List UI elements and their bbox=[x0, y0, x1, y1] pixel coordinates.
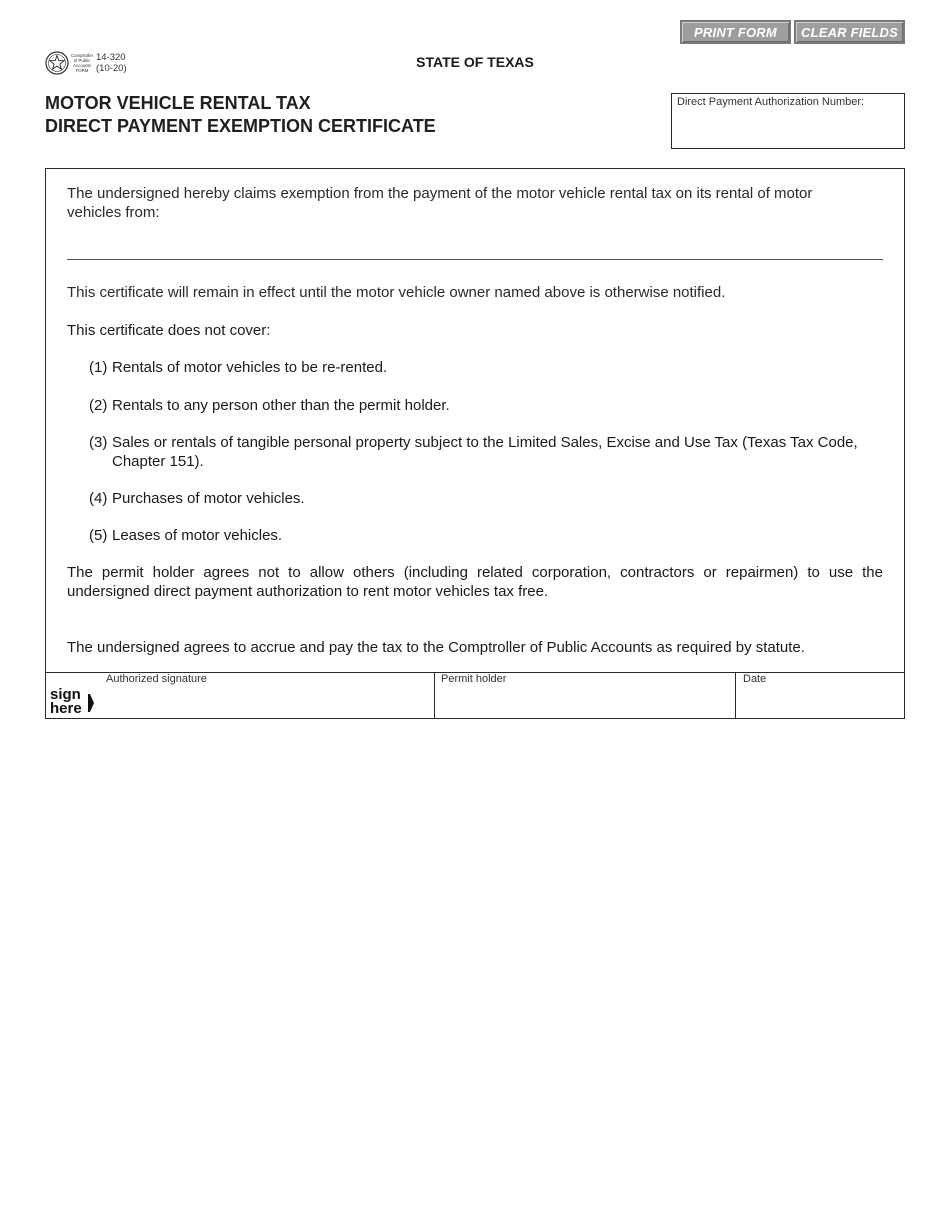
not-cover-heading: This certificate does not cover: bbox=[67, 322, 271, 339]
exclusion-item-text: Sales or rentals of tangible personal property subject to the Limited Sales, Excise and Use Tax (Texas Tax Code, Chapter 151). bbox=[112, 434, 858, 470]
column-divider bbox=[735, 672, 736, 719]
exclusion-item-text: Rentals of motor vehicles to be re-rented. bbox=[112, 359, 388, 376]
sign-here-arrow-icon bbox=[87, 694, 95, 712]
exemption-claim-text: The undersigned hereby claims exemption from the payment of the motor vehicle rental tax on its rental of motor vehicles from: bbox=[67, 185, 813, 221]
state-heading: STATE OF TEXAS bbox=[416, 54, 534, 70]
exclusion-item-number: (1) bbox=[89, 359, 108, 376]
sign-here-marker: sign here bbox=[50, 686, 82, 717]
clear-fields-button[interactable]: CLEAR FIELDS bbox=[794, 20, 905, 44]
form-number: 14-320 (10-20) bbox=[96, 52, 127, 74]
permit-holder-input[interactable] bbox=[440, 690, 734, 716]
accrue-statement: The undersigned agrees to accrue and pay the tax to the Comptroller of Public Accounts as required by statute. bbox=[67, 639, 805, 656]
exclusion-item-text: Rentals to any person other than the permit holder. bbox=[112, 397, 450, 414]
exclusion-item-text: Purchases of motor vehicles. bbox=[112, 490, 305, 507]
permit-holder-agreement: The permit holder agrees not to allow others (including related corporation, contractors or repairmen) to use the undersigned direct payment authorization to rent motor vehicles tax free. bbox=[67, 564, 883, 600]
exclusion-item-number: (5) bbox=[89, 527, 108, 544]
vendor-name-input[interactable] bbox=[67, 232, 887, 259]
date-input[interactable] bbox=[741, 690, 903, 716]
column-divider bbox=[434, 672, 435, 719]
authorized-signature-label: Authorized signature bbox=[106, 673, 207, 685]
agency-name-logo-text: Comptroller of Public Accounts FORM bbox=[71, 53, 94, 73]
form-title-line2: DIRECT PAYMENT EXEMPTION CERTIFICATE bbox=[45, 116, 436, 136]
vendor-name-line bbox=[67, 259, 883, 260]
exclusion-item-text: Leases of motor vehicles. bbox=[112, 527, 283, 544]
effect-statement: This certificate will remain in effect until the motor vehicle owner named above is otherwise notified. bbox=[67, 284, 726, 301]
authorization-number-box bbox=[671, 93, 905, 149]
authorization-number-input[interactable] bbox=[677, 112, 899, 144]
authorized-signature-input[interactable] bbox=[100, 690, 432, 716]
print-form-button[interactable]: PRINT FORM bbox=[680, 20, 791, 44]
date-label: Date bbox=[743, 673, 767, 685]
permit-holder-label: Permit holder bbox=[441, 673, 507, 685]
form-title-line1: MOTOR VEHICLE RENTAL TAX bbox=[45, 93, 311, 113]
authorization-number-label: Direct Payment Authorization Number: bbox=[677, 96, 865, 108]
form-title bbox=[45, 92, 436, 138]
exclusion-item-number: (3) bbox=[89, 434, 108, 451]
exclusion-item-number: (4) bbox=[89, 490, 108, 507]
exclusion-item-number: (2) bbox=[89, 397, 108, 414]
